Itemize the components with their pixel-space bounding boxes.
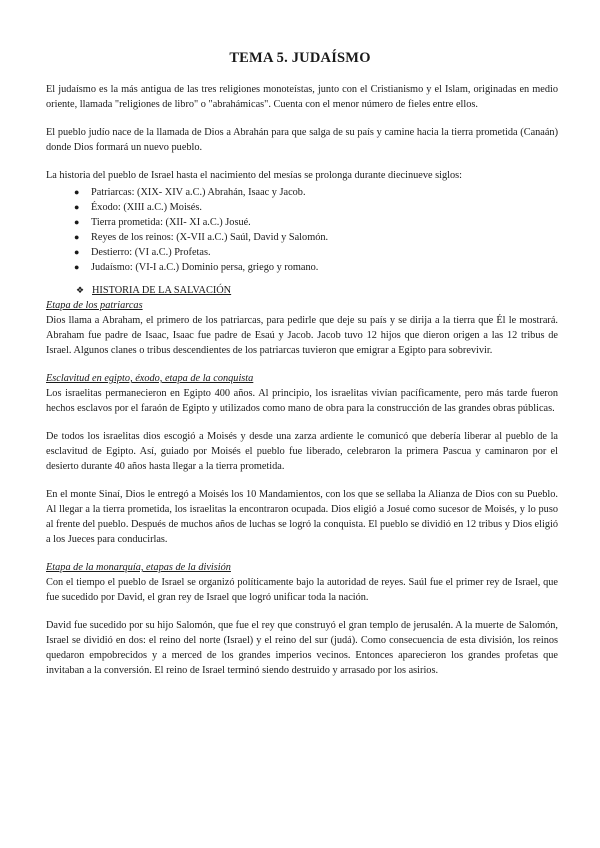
subsection-heading-monarquia: Etapa de la monarquía, etapas de la división [46,562,231,573]
paragraph-esclavitud-2: De todos los israelitas dios escogió a Moisés y desde una zarza ardiente le comunicó que debería liberar al pueblo de la esclavitud de Egipto. Así, guiado por Moisés el pueblo fue liberado, celebraron la primera Pascua y caminaron por el desierto durante 40 años hasta llegar a la tierra prometida. [46,431,558,472]
paragraph-esclavitud-3: En el monte Sinaí, Dios le entregó a Moisés los 10 Mandamientos, con los que se sellaba la Alianza de Dios con su Pueblo. Al llegar a la tierra prometida, los israelitas la encontraron ocupada. Dios eligió a Josué como sucesor de Moisés, y lo puso al frente del pueblo. Después de muchos años de luchas se logró la conquista. El pueblo se dividió en 12 tribus y Dios eligió a los Jueces para conducirlas. [46,489,558,545]
list-item: ● Destierro: (VI a.C.) Profetas. [74,247,211,258]
bullet-icon: ● [74,187,80,197]
paragraph-monarquia-1: Con el tiempo el pueblo de Israel se organizó políticamente bajo la autoridad de reyes. Saúl fue el primer rey de Israel, que fue sucedido por David, el gran rey de Israel que logró unificar toda la nación. [46,577,558,603]
periods-list [46,185,558,275]
intro-paragraph-1: El judaísmo es la más antigua de las tres religiones monoteístas, junto con el Cristianismo y el Islam, originadas en medio oriente, llamada "religiones de libro" o "abrahámicas". Cuenta con el menor número de fieles entre ellos. [46,84,558,110]
document-body [46,82,558,691]
list-item: ● Tierra prometida: (XII- XI a.C.) Josué. [74,217,251,228]
section-heading: ❖ HISTORIA DE LA SALVACIÓN [76,285,232,296]
diamond-bullet-icon: ❖ [76,285,85,295]
subsection-heading-esclavitud: Esclavitud en egipto, éxodo, etapa de la conquista [46,373,254,384]
list-item: ● Judaísmo: (VI-I a.C.) Dominio persa, griego y romano. [74,262,319,273]
intro-paragraph-3: La historia del pueblo de Israel hasta el nacimiento del mesías se prolonga durante diecinueve siglos: [46,170,463,181]
subsection-heading-patriarcas: Etapa de los patriarcas [46,300,143,311]
paragraph-monarquia-2: David fue sucedido por su hijo Salomón, que fue el rey que construyó el gran templo de jerusalén. A la muerte de Salomón, Israel se dividió en dos: el reino del norte (Israel) y el reino del sur (judá). Como consecuencia de esta división, los reinos quedaron empobrecidos y a merced de los grandes imperios vecinos. Entonces aparecieron los grandes profetas que invitaban a la conversión. El reino de Israel terminó siendo destruido y arrasado por los asirios. [46,620,558,676]
bullet-icon: ● [74,202,80,212]
bullet-icon: ● [74,232,80,242]
list-item: ● Patriarcas: (XIX- XIV a.C.) Abrahán, Isaac y Jacob. [74,187,306,198]
page-title: TEMA 5. JUDAÍSMO [229,50,371,66]
bullet-icon: ● [74,217,80,227]
list-item: ● Éxodo: (XIII a.C.) Moisés. [74,202,202,213]
paragraph-esclavitud-1: Los israelitas permanecieron en Egipto 400 años. Al principio, los israelitas vivían pacíficamente, pero más tarde fueron hechos esclavos por el faraón de Egipto y utilizados como mano de obra para la construcción de las grandes obras públicas. [46,388,558,414]
bullet-icon: ● [74,262,80,272]
intro-paragraph-2: El pueblo judío nace de la llamada de Dios a Abrahán para que salga de su país y camine hacia la tierra prometida (Canaán) donde Dios formará un nuevo pueblo. [46,127,558,153]
paragraph-patriarcas: Dios llama a Abraham, el primero de los patriarcas, para pedirle que deje su país y se dirija a la tierra que Él le mostrará. Abraham fue padre de Isaac, Isaac fue padre de Esaú y Jacob. Jacob tuvo 12 hijos que dieron origen a las 12 tribus de Israel. Algunos clanes o tribus descendientes de los patriarcas tuvieron que emigrar a Egipto para sobrevivir. [46,315,558,356]
bullet-icon: ● [74,247,80,257]
list-item: ● Reyes de los reinos: (X-VII a.C.) Saúl, David y Salomón. [74,232,329,243]
